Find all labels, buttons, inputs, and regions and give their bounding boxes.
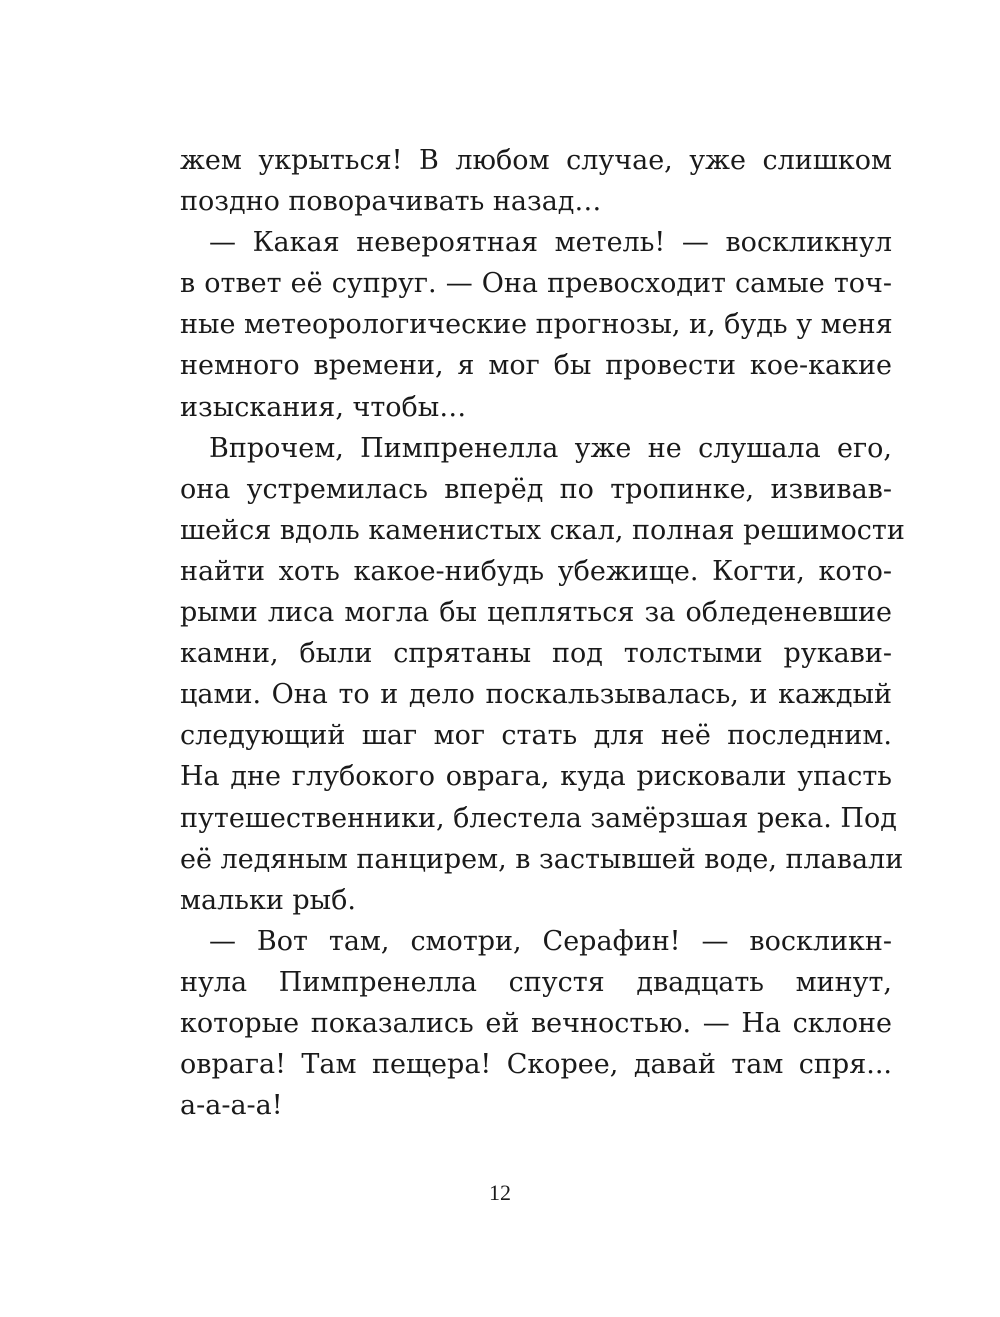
text-line: изыскания, чтобы…: [180, 391, 467, 423]
text-line: немного времени, я мог бы провести кое-какие: [180, 350, 892, 382]
text-line: в ответ её супруг. — Она превосходит самые точ-: [180, 268, 892, 300]
text-line: рыми лиса могла бы цепляться за обледеневшие: [180, 597, 892, 629]
text-line: которые показались ей вечностью. — На склоне: [180, 1007, 892, 1039]
text-line: Впрочем, Пимпренелла уже не слушала его,: [209, 432, 892, 464]
text-line: а-а-а-а!: [180, 1090, 283, 1122]
text-line: ные метеорологические прогнозы, и, будь у меня: [180, 309, 893, 341]
text-line: путешественники, блестела замёрзшая река. Под: [180, 802, 897, 834]
text-line: её ледяным панцирем, в застывшей воде, плавали: [180, 843, 904, 875]
text-line: следующий шаг мог стать для неё последним.: [180, 720, 892, 752]
text-line: — Какая невероятная метель! — воскликнул: [209, 227, 892, 259]
text-line: оврага! Там пещера! Скорее, давай там спря...: [180, 1049, 892, 1081]
text-line: найти хоть какое-нибудь убежище. Когти, кото-: [180, 555, 892, 587]
text-line: поздно поворачивать назад…: [180, 186, 602, 218]
text-line: нула Пимпренелла спустя двадцать минут,: [180, 966, 892, 998]
text-line: жем укрыться! В любом случае, уже слишком: [180, 145, 892, 176]
page-number: 12: [489, 1180, 511, 1205]
text-line: — Вот там, смотри, Серафин! — воскликн-: [209, 925, 892, 957]
text-line: цами. Она то и дело поскальзывалась, и каждый: [180, 679, 892, 711]
text-line: На дне глубокого оврага, куда рисковали упасть: [180, 761, 892, 793]
text-line: мальки рыб.: [180, 884, 357, 916]
page-text: [180, 140, 905, 1126]
text-line: камни, были спрятаны под толстыми рукави-: [180, 638, 892, 670]
text-line: она устремилась вперёд по тропинке, извивав-: [180, 473, 892, 505]
text-line: шейся вдоль каменистых скал, полная решимости: [180, 514, 905, 546]
